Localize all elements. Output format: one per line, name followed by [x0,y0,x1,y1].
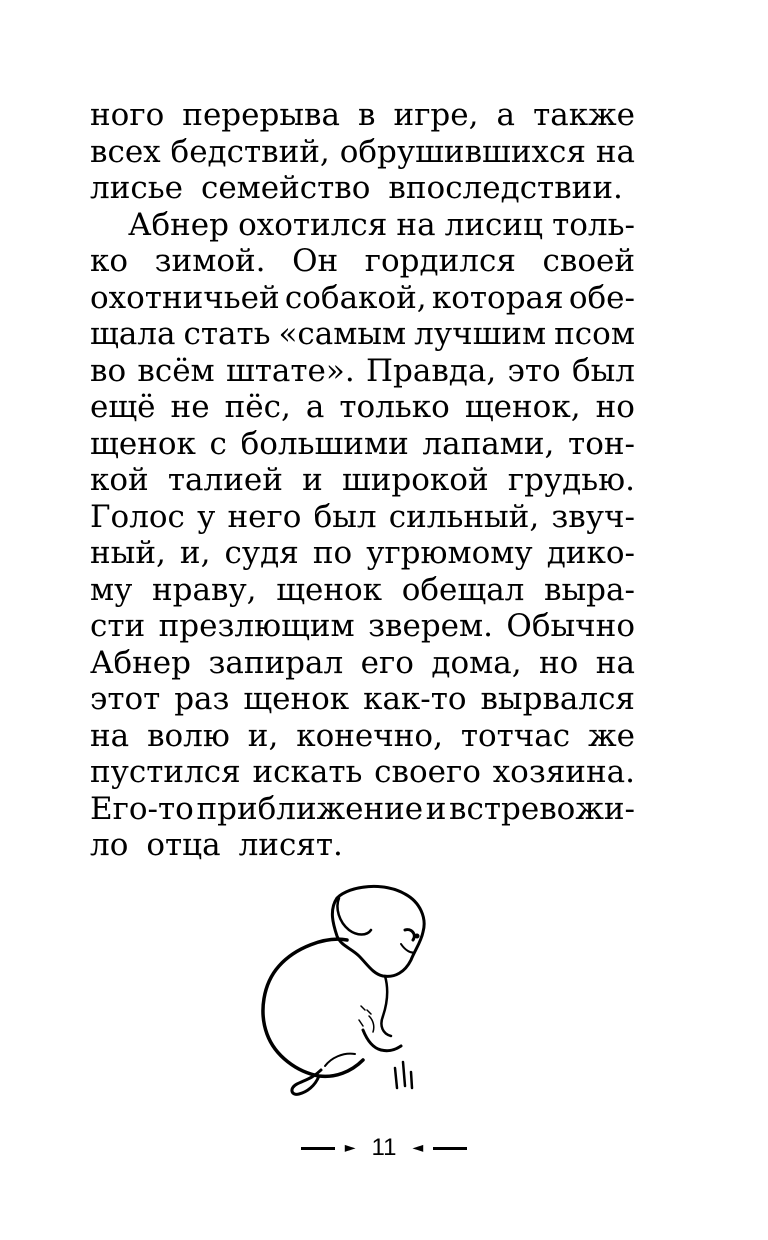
text-line: ко зимой. Он гордился своей [90,243,635,279]
text-line: охотничьей собакой, которая обе- [90,279,635,316]
text-line: щенок с большими лапами, тон- [90,425,635,462]
page-number: 11 [371,1134,397,1161]
page-footer [0,1128,768,1168]
text-line: на волю и, конечно, тотчас же [90,717,635,754]
footer-right-rule [433,1147,467,1150]
footer-left-rule [301,1147,335,1150]
text-line: во всём штате». Правда, это был [90,352,635,389]
text-line: ного перерыва в игре, а также [90,97,635,133]
footer-left-arrow: ► [344,1140,356,1156]
text-line: этот раз щенок как-то вырвался [90,681,635,717]
text-line: сти презлющим зверем. Обычно [90,608,635,644]
fox-cub-drawing-icon [255,880,445,1105]
text-line: Голос у него был сильный, звуч- [90,498,635,535]
footer-right-arrow: ◄ [412,1140,424,1156]
body-text [90,97,635,864]
text-line: Абнер охотился на лисиц толь- [128,206,635,243]
text-line: лисье семейство впоследствии. [90,170,623,206]
text-line: щала стать «самым лучшим псом [90,316,635,352]
text-line: пустился искать своего хозяина. [90,754,635,790]
text-line: всех бедствий, обрушившихся на [90,133,635,170]
text-line: му нраву, щенок обещал выра- [90,571,635,608]
text-line: ло отца лисят. [90,827,343,863]
text-line: ный, и, судя по угрюмому дико- [90,535,635,571]
text-line: кой талией и широкой грудью. [90,462,635,498]
text-line: Его-то приближение и встревожи- [90,790,635,827]
text-line: ещё не пёс, а только щенок, но [90,389,635,425]
text-line: Абнер запирал его дома, но на [90,644,635,681]
